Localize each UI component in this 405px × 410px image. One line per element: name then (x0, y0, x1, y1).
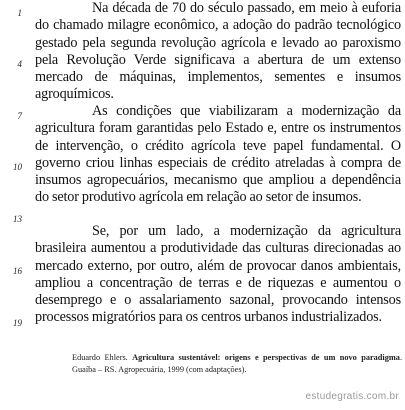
line-number: 1 (17, 8, 22, 18)
source-author: Eduardo Ehlers. (72, 353, 128, 362)
paragraph-2: As condições que viabilizaram a modernização da agricultura foram garantidas pelo Estado e, entre os instrumentos de intervenção, o crédito agrícola teve papel fundamental. O governo criou linhas especiais de crédito atreladas à compra de insumos agropecuários, mecanismo que ampliou a dependência do setor produtivo agrícola em relação ao setor de insumos. (35, 103, 401, 206)
line-number: 4 (17, 59, 22, 69)
line-number: 13 (13, 214, 22, 224)
line-number: 16 (13, 266, 22, 276)
line-number: 7 (17, 111, 22, 121)
source-details: . Guaíba – RS. Agropecuária, 1999 (com adaptações). (72, 353, 403, 374)
line-number-column (0, 0, 30, 410)
source-title: Agricultura sustentável: origens e perspectivas de um novo paradigma (132, 353, 400, 362)
line-number: 10 (13, 162, 22, 172)
paragraph-3: Se, por um lado, a modernização da agricultura brasileira aumentou a produtividade das culturas direcionadas ao mercado externo, por outro, além de provocar danos ambientais, ampliou a concentração de terras e de riquezas e aumentou o desemprego e o assalariamento sazonal, provocando intensos processos migratórios para os centros urbanos industrializados. (35, 223, 401, 326)
source-citation (72, 352, 402, 376)
paragraph-1: Na década de 70 do século passado, em meio à euforia do chamado milagre econômico, a adoção do padrão tecnológico gestado pela segunda revolução agrícola e levado ao paroxismo pela Revolução Verde significava a abertura de um extenso mercado de máquinas, implementos, sementes e insumos agroquímicos. (35, 0, 401, 103)
line-number: 19 (13, 318, 22, 328)
site-watermark: estudegratis.com.br (305, 391, 399, 402)
